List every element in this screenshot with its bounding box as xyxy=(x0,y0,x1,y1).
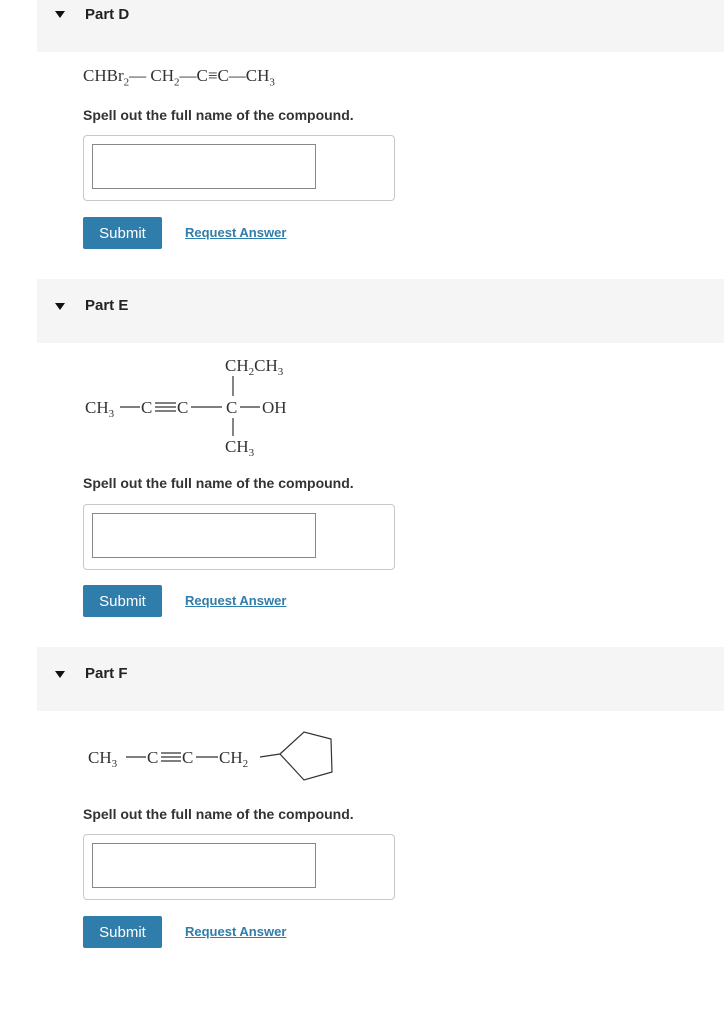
part-d-header[interactable] xyxy=(37,0,724,52)
collapse-caret-icon[interactable] xyxy=(55,11,65,18)
submit-button[interactable]: Submit xyxy=(83,585,162,617)
structure-label: $CH_3$ xyxy=(85,398,115,420)
answer-input[interactable] xyxy=(92,144,316,189)
structure-label: C xyxy=(182,748,194,767)
chemical-formula-d: CHBr$_2$— $CH_2—C\equiv C—CH_3$ xyxy=(83,66,275,89)
structure-label: OH xyxy=(262,398,287,417)
structure-label: $CH_3$ xyxy=(225,437,255,459)
answer-container xyxy=(83,504,395,570)
part-title: Part E xyxy=(85,297,129,314)
structure-label: C xyxy=(177,398,189,417)
chemical-structure-e xyxy=(80,348,310,463)
question-prompt: Spell out the full name of the compound. xyxy=(83,475,354,491)
chemical-structure-f xyxy=(84,725,344,785)
collapse-caret-icon[interactable] xyxy=(55,671,65,678)
part-title: Part F xyxy=(85,665,128,682)
request-answer-link[interactable]: Request Answer xyxy=(185,225,287,240)
cyclopentane-ring xyxy=(280,732,332,780)
bond-line xyxy=(260,754,280,757)
structure-label: $CH_2$ xyxy=(219,748,249,770)
structure-label: $CH_2CH_3$ xyxy=(225,356,284,378)
structure-label: C xyxy=(147,748,159,767)
question-prompt: Spell out the full name of the compound. xyxy=(83,806,354,822)
submit-button[interactable]: Submit xyxy=(83,916,162,948)
part-e-header[interactable] xyxy=(37,279,724,343)
question-prompt: Spell out the full name of the compound. xyxy=(83,107,354,123)
structure-label: C xyxy=(226,398,238,417)
answer-input[interactable] xyxy=(92,513,316,558)
part-f-header[interactable] xyxy=(37,647,724,711)
collapse-caret-icon[interactable] xyxy=(55,303,65,310)
structure-label: C xyxy=(141,398,153,417)
request-answer-link[interactable]: Request Answer xyxy=(185,593,287,608)
part-title: Part D xyxy=(85,6,130,23)
answer-container xyxy=(83,834,395,900)
answer-input[interactable] xyxy=(92,843,316,888)
structure-label: $CH_3$ xyxy=(88,748,118,770)
submit-button[interactable]: Submit xyxy=(83,217,162,249)
answer-container xyxy=(83,135,395,201)
request-answer-link[interactable]: Request Answer xyxy=(185,924,287,939)
